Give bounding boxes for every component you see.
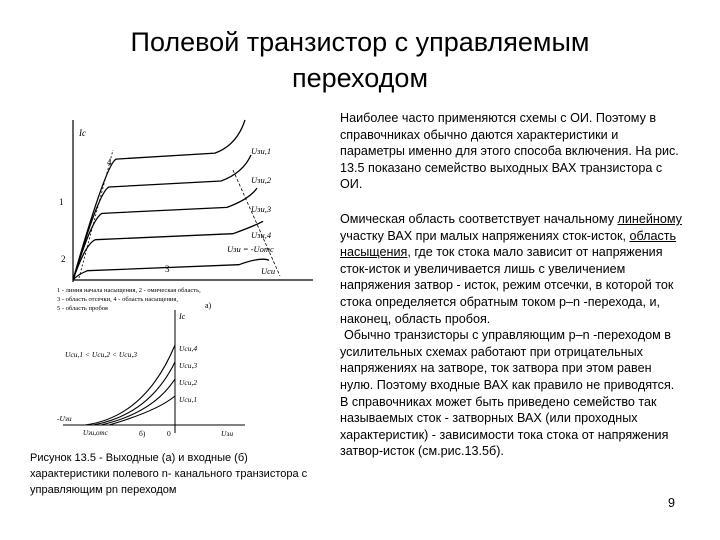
paragraph-intro: Наиболее часто применяются схемы с ОИ. Поэтому в справочниках обычно даются характеристики и параметры именно для этого способа включения. На рис. 13.5 показано семейство выходных ВАХ транзистора с ОИ. xyxy=(340,111,679,192)
title-line-1: Полевой транзистор с управляемым xyxy=(130,27,590,57)
output-curve-1 xyxy=(73,120,245,280)
figure-a-legend-2: 3 - область отсечки, 4 - область насыщения, xyxy=(57,296,179,303)
figure-a-sub-label: а) xyxy=(205,301,212,310)
figure-b-origin-label: 0 xyxy=(167,429,171,438)
region-label-3: 3 xyxy=(165,264,170,274)
figure-caption: Рисунок 13.5 - Выходные (а) и входные (б) характеристики полевого n- канального транзистора с управляющим pn переходом xyxy=(30,452,308,496)
text-part-2: участку ВАХ при малых напряжениях сток-исток, xyxy=(340,228,630,243)
figure-b-cutoff-label: Uзи,отс xyxy=(83,429,108,437)
curve-label-5: Uзи = -Uотс xyxy=(227,244,274,254)
curve-label-3: Uзи,3 xyxy=(251,204,272,214)
link-saturation-region[interactable]: область насыщения xyxy=(340,228,677,260)
text-part-4: Обычно транзисторы с управляющим p–n -переходом в усилительных схемах работают при отрицательных напряжениях на затворе, ток затвора при этом равен нулю. Поэтому входные ВАХ как правило не приводятся. В справочниках может быть приведено семейство так называемых сток - затворных ВАХ (или проходных характеристик) - зависимости тока стока от напряжения затвор-исток (см.рис.13.5б). xyxy=(340,328,675,459)
figure-b-curve-label-1: Uси,1 xyxy=(179,395,198,404)
text-part-3: , где ток стока мало зависит от напряжения сток-исток и увеличивается лишь с увеличением напряжения затвор - исток, режим отсечки, в которой ток стока определяется обратным током p–n -перехода, и, наконец, область пробоя. xyxy=(340,245,674,326)
link-linear[interactable]: линейному xyxy=(617,212,682,226)
curve-label-1: Uзи,1 xyxy=(251,146,272,156)
figure-a-x-label: Uси xyxy=(261,266,276,276)
region-label-1: 1 xyxy=(59,197,64,207)
slide-title xyxy=(60,24,660,96)
figure-a-legend-3: 5 - область пробоя xyxy=(57,305,108,312)
figure-a-output-characteristics xyxy=(55,110,325,315)
transfer-curve-2 xyxy=(101,379,175,425)
page-number: 9 xyxy=(668,496,676,510)
saturation-onset-line xyxy=(79,150,113,278)
figure-b-y-label: Iс xyxy=(179,312,186,321)
output-curve-5 xyxy=(73,259,269,280)
figure-b-curve-label-2: Uси,2 xyxy=(179,378,198,387)
paragraph-regions xyxy=(340,211,685,460)
figure-b-curve-label-3: Uси,3 xyxy=(179,361,198,370)
transfer-curve-1 xyxy=(109,396,175,425)
figure-b-sub-label: б) xyxy=(139,429,146,438)
figure-b-curve-label-4: Uси,4 xyxy=(179,344,198,353)
curve-label-2: Uзи,2 xyxy=(251,175,272,185)
figure-b-transfer-characteristics xyxy=(55,305,255,440)
title-line-2: переходом xyxy=(291,63,429,93)
figure-b-x-left-label: -Uзи xyxy=(57,414,72,423)
figure-b-legend: Uси,1 < Uси,2 < Uси,3 xyxy=(65,350,137,359)
region-label-2: 2 xyxy=(61,254,66,264)
figure-a-y-label: Iс xyxy=(79,128,86,138)
figure-b-x-right-label: Uзи xyxy=(221,429,234,438)
output-curve-2 xyxy=(73,155,251,280)
text-part-1: Омическая область соответствует начальному xyxy=(340,212,618,226)
curve-label-4: Uзи,4 xyxy=(251,230,272,240)
figure-a-curves xyxy=(73,120,272,280)
region-label-4: 4 xyxy=(107,157,112,167)
figure-a-legend-1: 1 - линия начала насыщения, 2 - омическая область, xyxy=(57,287,201,294)
